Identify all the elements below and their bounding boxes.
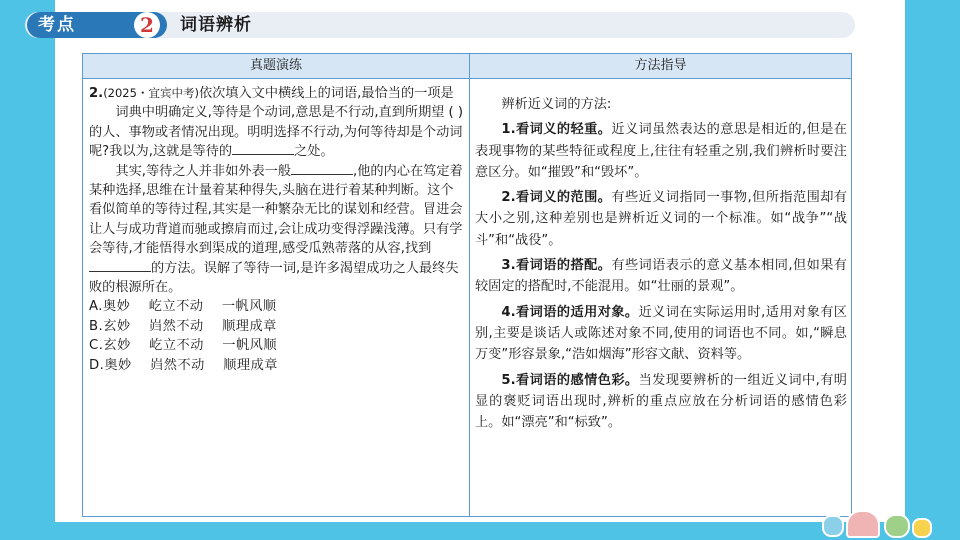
content-table — [82, 53, 852, 517]
sun-decoration-icon — [912, 518, 932, 538]
flower-decoration-icon — [822, 515, 844, 537]
header-method: 方法指导 — [634, 58, 687, 73]
method-item-5-head: 5.看词语的感情色彩。 — [501, 372, 639, 388]
question-text: 依次填入文中横线上的词语,最恰当的一项是 — [198, 86, 454, 101]
method-item-4-head: 4.看词语的适用对象。 — [501, 304, 639, 320]
badge-number: 2 — [134, 12, 160, 38]
blank-3 — [89, 259, 151, 272]
badge-label: 考点 — [38, 15, 76, 35]
method-item-4-body: 近义词在实际运用时,适用对象有区别,主要是谈话人或陈述对象不同,使用的词语也不同。如,“瞬息万变”形容景象,“浩如烟海”形容文献、资料等。 — [475, 304, 847, 363]
para1-text: 词典中明确定义,等待是个动词,意思是不行动,直到所期望的人、事物或者情况出现。明明选择不行动,为何等待却是个动词呢?我以为,这就是等待的 — [89, 105, 463, 160]
column-divider — [469, 54, 470, 516]
passage-paragraph-2 — [89, 162, 463, 298]
method-block — [475, 94, 847, 437]
snail-decoration-icon — [846, 510, 880, 538]
question-stem — [89, 84, 463, 121]
method-item-1-head: 1.看词义的轻重。 — [501, 122, 612, 138]
method-item-3 — [475, 255, 847, 298]
para2-text-b: ,他的内心在笃定着某种选择,思维在计量着某种得失,头脑在进行着某种判断。这个看似简单的等待过程,其实是一种繁杂无比的谋划和经营。冒进会让人与成功背道而驰或擦肩而过,会让成功变得浮躁浅薄。只有学会等待,才能悟得水到渠成的道理,感受瓜熟蒂落的从容,找到 — [89, 163, 463, 257]
method-item-2-body: 有些近义词指同一事物,但所指范围却有大小之别,这种差别也是辨析近义词的一个标准。如“战争”“战斗”和“战役”。 — [475, 190, 847, 248]
blank-2 — [291, 162, 353, 175]
method-item-2 — [475, 187, 847, 251]
question-block — [89, 84, 463, 375]
answer-paren: ( ) — [448, 105, 463, 121]
method-item-4 — [475, 302, 847, 366]
method-item-3-body: 有些词语表示的意义基本相同,但如果有较固定的搭配时,不能混用。如“壮丽的景观”。 — [475, 258, 847, 295]
method-item-3-head: 3.看词语的搭配。 — [501, 258, 612, 274]
option-a: A.奥妙 屹立不动 一帆风顺 — [89, 299, 277, 315]
method-item-2-head: 2.看词义的范围。 — [501, 190, 612, 206]
option-d: D.奥妙 岿然不动 顺理成章 — [89, 357, 278, 373]
header-practice: 真题演练 — [249, 58, 302, 73]
question-number: 2. — [89, 86, 104, 101]
question-source: (2025・宜宾中考) — [103, 86, 199, 100]
option-b: B.玄妙 岿然不动 顺理成章 — [89, 318, 277, 334]
method-item-5-body: 当发现要辨析的一组近义词中,有明显的褒贬词语出现时,辨析的重点应放在分析词语的感情色彩上。如“漂亮”和“标致”。 — [475, 372, 847, 431]
para1-end: 之处。 — [294, 144, 334, 160]
passage-paragraph-1 — [89, 103, 463, 161]
para2-text-a: 其实,等待之人并非如外表一般 — [115, 163, 292, 179]
method-intro: 辨析近义词的方法: — [501, 97, 612, 112]
blank-1 — [232, 142, 294, 155]
section-title: 词语辨析 — [180, 15, 252, 35]
para2-text-c: 的方法。误解了等待一词,是许多渴望成功之人最终失败的根源所在。 — [89, 260, 459, 296]
option-c: C.玄妙 屹立不动 一帆风顺 — [89, 338, 278, 354]
method-item-1-body: 近义词虽然表达的意思是相近的,但是在表现事物的某些特征或程度上,往往有轻重之别,我们辨析时要注意区分。如“摧毁”和“毁坏”。 — [475, 122, 847, 180]
method-item-1 — [475, 119, 847, 183]
shell-decoration-icon — [884, 514, 910, 538]
method-item-5 — [475, 370, 847, 434]
